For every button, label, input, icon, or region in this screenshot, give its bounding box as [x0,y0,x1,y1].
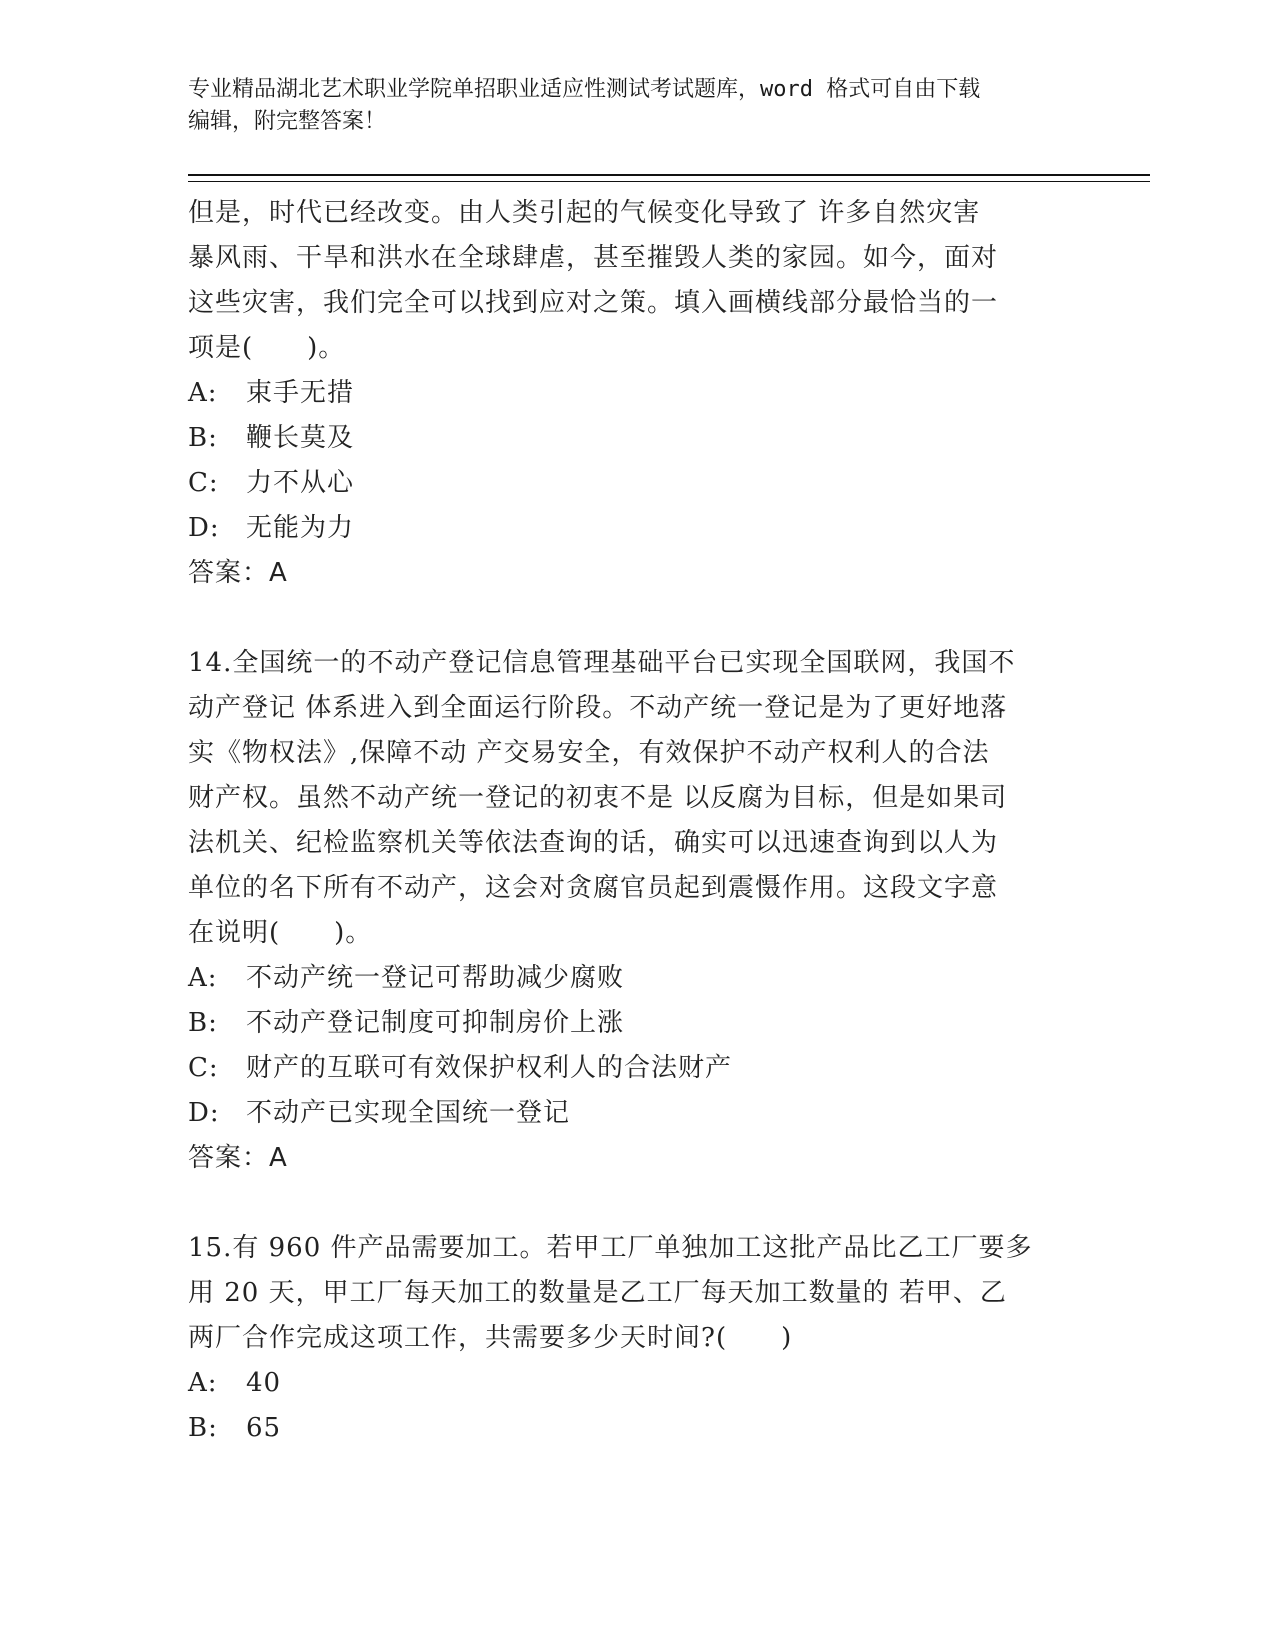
option-text: 不动产已实现全国统一登记 [246,1098,571,1128]
option-a [188,371,1088,416]
option-text: 束手无措 [246,378,355,408]
question-text-line: 法机关、纪检监察机关等依法查询的话，确实可以迅速查询到以人为 [188,828,999,858]
option-text: 鞭长莫及 [246,423,355,453]
option-letter: A: [188,378,218,408]
answer-label: 答案：A [188,1143,288,1173]
answer-label: 答案：A [188,558,288,588]
document-header [188,74,1068,138]
option-text: 财产的互联可有效保护权利人的合法财产 [246,1053,733,1083]
option-text: 不动产统一登记可帮助减少腐败 [246,963,625,993]
question-text-line: 用 20 天，甲工厂每天加工的数量是乙工厂每天加工数量的 若甲、乙 [188,1278,1007,1308]
question-text-line: 项是( )。 [188,333,346,363]
header-divider-thick [188,174,1150,176]
header-divider-thin [188,181,1150,182]
option-c [188,1046,1088,1091]
question-14 [188,641,1088,1181]
option-letter: D: [188,1098,220,1128]
option-text: 无能为力 [246,513,355,543]
option-letter: C: [188,468,219,498]
question-15 [188,1226,1088,1451]
question-text-line: 单位的名下所有不动产，这会对贪腐官员起到震慑作用。这段文字意 [188,873,999,903]
header-line-2: 编辑，附完整答案！ [188,109,387,134]
option-text: 力不从心 [246,468,355,498]
option-c [188,461,1088,506]
option-d [188,1091,1088,1136]
option-letter: B: [188,423,218,453]
option-letter: C: [188,1053,219,1083]
question-spacer [188,1181,1088,1226]
option-text: 不动产登记制度可抑制房价上涨 [246,1008,625,1038]
option-a [188,956,1088,1001]
question-text-line: 在说明( )。 [188,918,373,948]
question-text-line: 两厂合作完成这项工作，共需要多少天时间?( ) [188,1323,793,1353]
option-text: 65 [246,1413,282,1443]
question-spacer [188,596,1088,641]
option-text: 40 [246,1368,282,1398]
question-text-line: 这些灾害，我们完全可以找到应对之策。填入画横线部分最恰当的一 [188,288,999,318]
option-letter: A: [188,1368,218,1398]
option-b [188,1406,1088,1451]
question-text-line: 但是，时代已经改变。由人类引起的气候变化导致了 许多自然灾害 [188,198,981,228]
question-text-line: 暴风雨、干旱和洪水在全球肆虐，甚至摧毁人类的家园。如今，面对 [188,243,999,273]
question-13 [188,191,1088,596]
option-letter: B: [188,1413,218,1443]
option-letter: D: [188,513,220,543]
option-letter: A: [188,963,218,993]
option-b [188,1001,1088,1046]
option-a [188,1361,1088,1406]
question-text-line: 财产权。虽然不动产统一登记的初衷不是 以反腐为目标，但是如果司 [188,783,1008,813]
option-b [188,416,1088,461]
option-d [188,506,1088,551]
question-text-line: 动产登记 体系进入到全面运行阶段。不动产统一登记是为了更好地落 [188,693,1008,723]
option-letter: B: [188,1008,218,1038]
question-text-line: 14.全国统一的不动产登记信息管理基础平台已实现全国联网，我国不 [188,648,1016,678]
question-text-line: 实《物权法》,保障不动 产交易安全，有效保护不动产权利人的合法 [188,738,990,768]
document-body [188,191,1088,1451]
header-line-1: 专业精品湖北艺术职业学院单招职业适应性测试考试题库，word 格式可自由下载 [188,77,981,102]
question-text-line: 15.有 960 件产品需要加工。若甲工厂单独加工这批产品比乙工厂要多 [188,1233,1033,1263]
